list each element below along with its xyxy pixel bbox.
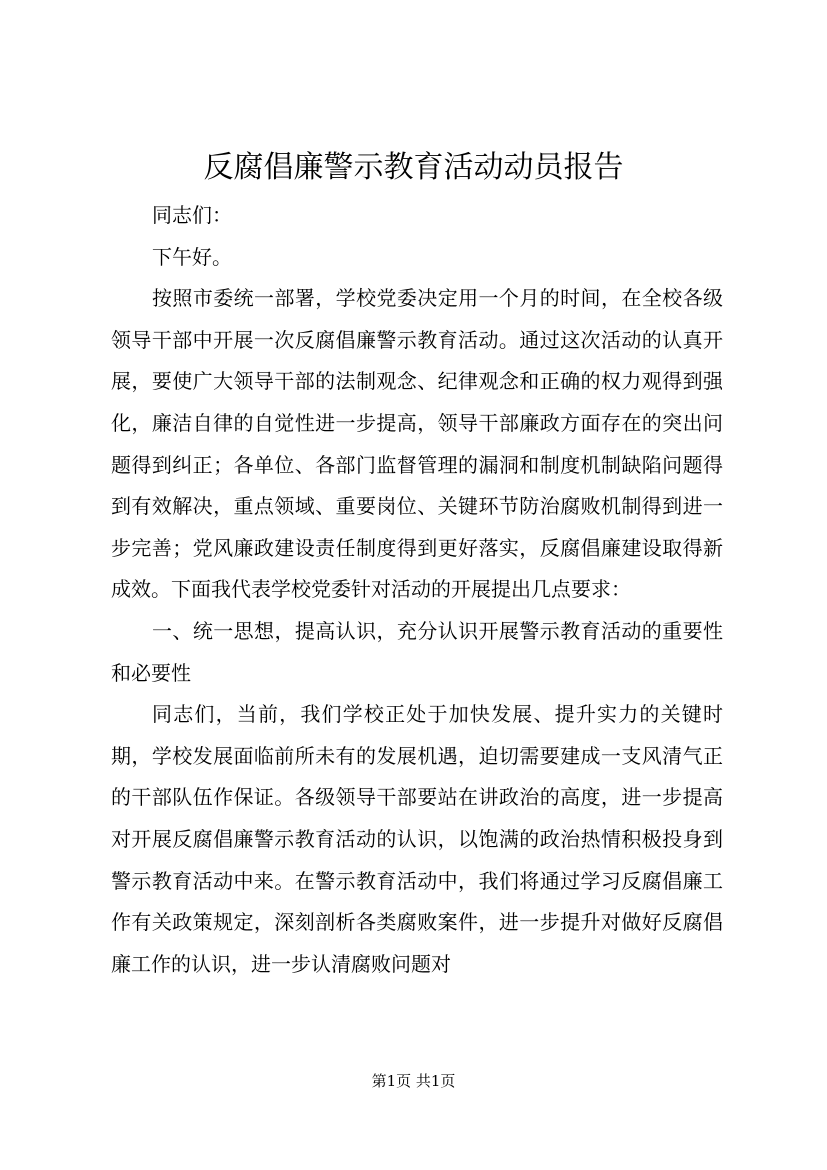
- paragraph-salutation: 同志们：: [152, 203, 232, 227]
- paragraph-introduction: 按照市委统一部署，学校党委决定用一个月的时间，在全校各级领导干部中开展一次反腐倡廉警示教育活动。通过这次活动的认真开展，要使广大领导干部的法制观念、纪律观念和正确的权力观得到强化，廉洁自律的自觉性进一步提高，领导干部廉政方面存在的突出问题得到纠正；各单位、各部门监督管理的漏洞和制度机制缺陷问题得到有效解决，重点领域、重要岗位、关键环节防治腐败机制得到进一步完善；党风廉政建设责任制度得到更好落实，反腐倡廉建设取得新成效。下面我代表学校党委针对活动的开展提出几点要求：: [111, 286, 723, 602]
- page-footer: 第1页 共1页: [371, 1072, 456, 1090]
- section-heading-1: 一、统一思想，提高认识，充分认识开展警示教育活动的重要性和必要性: [111, 618, 723, 685]
- document-body: [111, 195, 723, 985]
- paragraph-greeting: 下午好。: [152, 244, 232, 269]
- document-title: 反腐倡廉警示教育活动动员报告: [203, 150, 624, 185]
- paragraph-section-1: 同志们，当前，我们学校正处于加快发展、提升实力的关键时期，学校发展面临前所未有的发展机遇，迫切需要建成一支风清气正的干部队伍作保证。各级领导干部要站在讲政治的高度，进一步提高对开展反腐倡廉警示教育活动的认识，以饱满的政治热情积极投身到警示教育活动中来。在警示教育活动中，我们将通过学习反腐倡廉工作有关政策规定，深刻剖析各类腐败案件，进一步提升对做好反腐倡廉工作的认识，进一步认清腐败问题对: [111, 702, 723, 976]
